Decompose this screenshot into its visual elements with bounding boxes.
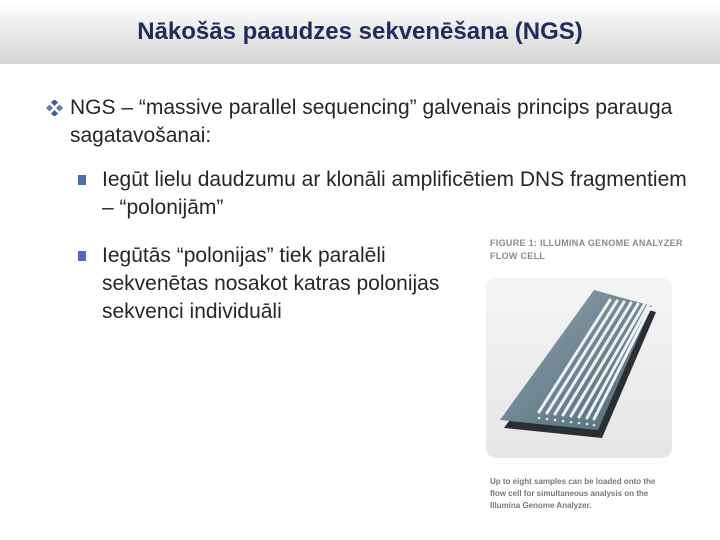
sub-bullet-2 [78,242,458,326]
bullet-main-text: NGS – “massive parallel sequencing” galvenais princips parauga sagatavošanai: [70,96,673,147]
square-bullet-icon [78,175,86,185]
figure-caption-bottom: Up to eight samples can be loaded onto the flow cell for simultaneous analysis on the Illumina Genome Analyzer. [490,477,656,510]
slide-title: Nākošās paaudzes sekvenēšana (NGS) [137,18,583,45]
flow-cell-image [486,278,672,458]
sub-bullet-1-text: Iegūt lielu daudzumu ar klonāli amplificētiem DNS fragmentiem – “polonijām” [102,168,687,219]
sub-bullet-1 [78,166,688,222]
diamond-bullet-icon [46,100,68,116]
figure-caption-top: FIGURE 1: ILLUMINA GENOME ANALYZER FLOW CELL [490,238,683,261]
bullet-main [46,94,686,150]
square-bullet-icon [78,251,86,261]
sub-bullet-2-text: Iegūtās “polonijas” tiek paralēli sekvenētas nosakot katras polonijas sekvenci individuāli [102,244,440,323]
